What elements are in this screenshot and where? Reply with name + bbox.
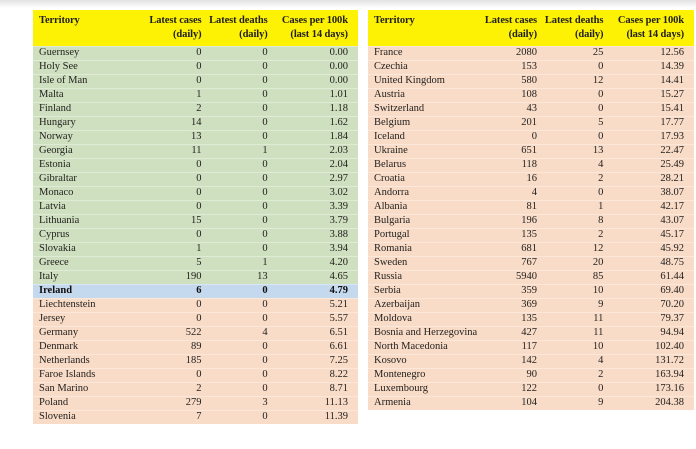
territory-cell: San Marino — [39, 383, 89, 394]
table-row — [33, 60, 358, 74]
deaths-cell: 0 — [262, 187, 268, 198]
per100k-cell: 102.40 — [655, 341, 684, 352]
per100k-cell: 25.49 — [660, 159, 684, 170]
cases-cell: 122 — [521, 383, 538, 394]
deaths-cell: 13 — [257, 271, 268, 282]
table-row — [33, 144, 358, 158]
table-row — [368, 354, 694, 368]
per100k-cell: 45.92 — [660, 243, 684, 254]
cases-cell: 681 — [521, 243, 538, 254]
table-row — [368, 242, 694, 256]
deaths-cell: 13 — [592, 145, 604, 156]
table-row — [368, 158, 694, 172]
cases-cell: 14 — [191, 117, 202, 128]
table-row — [368, 102, 694, 116]
per100k-cell: 1.84 — [329, 131, 348, 142]
cases-cell: 427 — [521, 327, 538, 338]
territory-cell: Italy — [39, 271, 59, 282]
cases-cell: 117 — [521, 341, 538, 352]
table-rows — [368, 46, 694, 410]
cases-cell: 0 — [196, 75, 202, 86]
per100k-cell: 70.20 — [660, 299, 684, 310]
table-row — [368, 88, 694, 102]
per100k-cell: 15.41 — [660, 103, 684, 114]
table-row — [368, 382, 694, 396]
per100k-cell: 2.04 — [329, 159, 348, 170]
territory-cell: Montenegro — [374, 369, 426, 380]
table-rows — [33, 46, 358, 424]
territory-cell: Monaco — [39, 187, 74, 198]
territory-cell: Malta — [39, 89, 64, 100]
per100k-cell: 3.94 — [329, 243, 348, 254]
territory-cell: Estonia — [39, 159, 71, 170]
cases-cell: 142 — [521, 355, 538, 366]
cases-cell: 2080 — [516, 47, 538, 58]
territory-cell: Finland — [39, 103, 72, 114]
col-header-cases-per-100k — [603, 14, 684, 42]
table-row — [368, 46, 694, 60]
table-row — [368, 256, 694, 270]
deaths-cell: 0 — [262, 411, 268, 422]
cases-cell: 153 — [521, 61, 538, 72]
deaths-cell: 85 — [592, 271, 604, 282]
territory-cell: Bulgaria — [374, 215, 411, 226]
per100k-cell: 12.56 — [660, 47, 684, 58]
deaths-cell: 3 — [262, 397, 268, 408]
col-header-latest-deaths-line1: Latest deaths — [544, 15, 604, 26]
col-header-latest-cases — [105, 14, 201, 42]
per100k-cell: 14.41 — [660, 75, 684, 86]
table-row — [368, 144, 694, 158]
territory-cell: Slovenia — [39, 411, 76, 422]
table-row — [33, 298, 358, 312]
deaths-cell: 0 — [598, 187, 604, 198]
deaths-cell: 2 — [598, 369, 604, 380]
cases-cell: 16 — [526, 173, 538, 184]
territory-cell: North Macedonia — [374, 341, 448, 352]
per100k-cell: 4.20 — [329, 257, 348, 268]
per100k-cell: 2.97 — [329, 173, 348, 184]
territory-cell: Guernsey — [39, 47, 80, 58]
table-row — [368, 116, 694, 130]
cases-cell: 190 — [185, 271, 202, 282]
col-header-cases-per-100k — [268, 14, 348, 42]
table-row — [33, 256, 358, 270]
per100k-cell: 15.27 — [660, 89, 684, 100]
cases-cell: 522 — [185, 327, 202, 338]
col-header-latest-deaths — [537, 14, 603, 42]
deaths-cell: 0 — [262, 201, 268, 212]
deaths-cell: 9 — [598, 397, 604, 408]
col-header-cases-per-100k-line1: Cases per 100k — [617, 15, 684, 26]
col-header-territory-line1: Territory — [39, 15, 80, 26]
table-row — [33, 242, 358, 256]
deaths-cell: 25 — [592, 47, 604, 58]
territory-cell: Ireland — [39, 285, 73, 296]
territory-cell: Sweden — [374, 257, 408, 268]
per100k-cell: 3.79 — [329, 215, 348, 226]
territory-cell: Lithuania — [39, 215, 80, 226]
per100k-cell: 4.79 — [329, 285, 348, 296]
cases-cell: 4 — [531, 187, 538, 198]
per100k-cell: 3.02 — [329, 187, 348, 198]
deaths-cell: 0 — [262, 369, 268, 380]
table-row — [368, 326, 694, 340]
col-header-cases-per-100k-line2: (last 14 days) — [626, 29, 684, 40]
per100k-cell: 94.94 — [660, 327, 684, 338]
table-row — [33, 368, 358, 382]
territory-cell: Georgia — [39, 145, 73, 156]
cases-cell: 5940 — [516, 271, 538, 282]
cases-cell: 0 — [196, 229, 202, 240]
per100k-cell: 3.39 — [329, 201, 348, 212]
table-row — [33, 116, 358, 130]
deaths-cell: 0 — [598, 383, 604, 394]
per100k-cell: 1.01 — [329, 89, 348, 100]
table-high-incidence — [368, 10, 694, 410]
territory-cell: Switzerland — [374, 103, 425, 114]
cases-cell: 89 — [191, 341, 202, 352]
deaths-cell: 2 — [598, 229, 604, 240]
deaths-cell: 0 — [598, 89, 604, 100]
deaths-cell: 10 — [592, 285, 604, 296]
table-row — [368, 200, 694, 214]
col-header-latest-deaths-line2: (daily) — [239, 29, 268, 40]
deaths-cell: 0 — [262, 341, 268, 352]
table-row — [368, 340, 694, 354]
deaths-cell: 0 — [262, 285, 268, 296]
territory-cell: Jersey — [39, 313, 66, 324]
per100k-cell: 3.88 — [329, 229, 348, 240]
table-row — [33, 396, 358, 410]
territory-cell: Poland — [39, 397, 69, 408]
deaths-cell: 0 — [262, 117, 268, 128]
deaths-cell: 4 — [262, 327, 268, 338]
territory-cell: Austria — [374, 89, 405, 100]
per100k-cell: 11.39 — [324, 411, 348, 422]
cases-cell: 43 — [526, 103, 538, 114]
col-header-cases-per-100k-line2: (last 14 days) — [290, 29, 348, 40]
per100k-cell: 8.22 — [329, 369, 348, 380]
cases-cell: 0 — [196, 159, 202, 170]
territory-cell: Netherlands — [39, 355, 90, 366]
per100k-cell: 5.21 — [329, 299, 348, 310]
deaths-cell: 0 — [262, 383, 268, 394]
deaths-cell: 10 — [592, 341, 604, 352]
deaths-cell: 2 — [598, 173, 604, 184]
cases-cell: 0 — [196, 187, 202, 198]
table-row — [33, 172, 358, 186]
per100k-cell: 0.00 — [329, 47, 348, 58]
cases-cell: 118 — [521, 159, 538, 170]
table-row — [368, 130, 694, 144]
deaths-cell: 1 — [598, 201, 604, 212]
table-row — [368, 214, 694, 228]
deaths-cell: 12 — [592, 75, 604, 86]
territory-cell: Faroe Islands — [39, 369, 96, 380]
col-header-latest-cases-line1: Latest cases — [149, 15, 202, 26]
per100k-cell: 45.17 — [660, 229, 684, 240]
table-row — [33, 410, 358, 424]
per100k-cell: 17.93 — [660, 131, 684, 142]
deaths-cell: 0 — [262, 131, 268, 142]
cases-cell: 90 — [526, 369, 538, 380]
cases-cell: 6 — [196, 285, 202, 296]
cases-cell: 279 — [185, 397, 202, 408]
per100k-cell: 6.61 — [329, 341, 348, 352]
per100k-cell: 79.37 — [660, 313, 684, 324]
table-row — [368, 368, 694, 382]
territory-cell: Serbia — [374, 285, 401, 296]
cases-cell: 104 — [521, 397, 538, 408]
territory-cell: Belarus — [374, 159, 407, 170]
per100k-cell: 42.17 — [660, 201, 684, 212]
territory-cell: Russia — [374, 271, 403, 282]
table-row — [368, 270, 694, 284]
table-row — [368, 298, 694, 312]
territory-cell: Denmark — [39, 341, 79, 352]
territory-cell: Greece — [39, 257, 69, 268]
cases-cell: 2 — [196, 383, 202, 394]
cases-cell: 5 — [196, 257, 202, 268]
per100k-cell: 1.62 — [329, 117, 348, 128]
per100k-cell: 17.77 — [660, 117, 684, 128]
per100k-cell: 14.39 — [660, 61, 684, 72]
per100k-cell: 163.94 — [655, 369, 684, 380]
territory-cell: Germany — [39, 327, 79, 338]
territory-cell: Croatia — [374, 173, 405, 184]
deaths-cell: 5 — [598, 117, 604, 128]
deaths-cell: 0 — [262, 89, 268, 100]
deaths-cell: 0 — [262, 355, 268, 366]
territory-cell: Slovakia — [39, 243, 76, 254]
per100k-cell: 1.18 — [329, 103, 348, 114]
deaths-cell: 0 — [262, 243, 268, 254]
col-header-latest-deaths-line2: (daily) — [574, 29, 604, 40]
deaths-cell: 0 — [262, 47, 268, 58]
table-row — [33, 382, 358, 396]
cases-cell: 2 — [196, 103, 202, 114]
cases-cell: 196 — [521, 215, 538, 226]
per100k-cell: 204.38 — [655, 397, 684, 408]
table-row — [33, 74, 358, 88]
table-header — [368, 10, 694, 46]
deaths-cell: 0 — [598, 61, 604, 72]
table-row — [368, 60, 694, 74]
per100k-cell: 7.25 — [329, 355, 348, 366]
table-row — [33, 46, 358, 60]
cases-cell: 0 — [196, 299, 202, 310]
cases-cell: 0 — [196, 201, 202, 212]
table-row — [33, 326, 358, 340]
per100k-cell: 22.47 — [660, 145, 684, 156]
territory-cell: Bosnia and Herzegovina — [374, 327, 478, 338]
territory-cell: Portugal — [374, 229, 410, 240]
per100k-cell: 5.57 — [329, 313, 348, 324]
territory-cell: Gibraltar — [39, 173, 77, 184]
territory-cell: Kosovo — [374, 355, 407, 366]
deaths-cell: 0 — [262, 215, 268, 226]
table-row — [368, 228, 694, 242]
territory-cell: Luxembourg — [374, 383, 429, 394]
deaths-cell: 0 — [262, 173, 268, 184]
deaths-cell: 0 — [598, 131, 604, 142]
cases-cell: 0 — [196, 173, 202, 184]
territory-cell: Romania — [374, 243, 412, 254]
table-row — [33, 228, 358, 242]
table-row — [33, 270, 358, 284]
deaths-cell: 20 — [592, 257, 604, 268]
photo-top-shade — [0, 0, 696, 8]
table-row — [33, 340, 358, 354]
deaths-cell: 11 — [593, 313, 604, 324]
per100k-cell: 69.40 — [660, 285, 684, 296]
cases-cell: 0 — [196, 369, 202, 380]
col-header-territory — [368, 14, 441, 42]
deaths-cell: 0 — [262, 103, 268, 114]
cases-cell: 0 — [196, 313, 202, 324]
deaths-cell: 11 — [593, 327, 604, 338]
territory-cell: United Kingdom — [374, 75, 445, 86]
territory-cell: Isle of Man — [39, 75, 88, 86]
deaths-cell: 0 — [262, 229, 268, 240]
territory-cell: Holy See — [39, 61, 78, 72]
territory-cell: Ukraine — [374, 145, 408, 156]
territory-cell: Latvia — [39, 201, 66, 212]
table-row — [33, 312, 358, 326]
table-low-incidence — [33, 10, 358, 424]
table-row — [33, 354, 358, 368]
per100k-cell: 2.03 — [329, 145, 348, 156]
col-header-latest-cases-line2: (daily) — [173, 29, 202, 40]
table-row — [33, 130, 358, 144]
table-row — [33, 186, 358, 200]
table-row — [368, 284, 694, 298]
table-row — [33, 284, 358, 298]
territory-cell: Andorra — [374, 187, 409, 198]
territory-cell: Iceland — [374, 131, 405, 142]
per100k-cell: 61.44 — [660, 271, 684, 282]
deaths-cell: 9 — [598, 299, 604, 310]
col-header-latest-cases-line2: (daily) — [508, 29, 538, 40]
table-row — [33, 102, 358, 116]
table-row — [33, 88, 358, 102]
table-row — [368, 172, 694, 186]
table-row — [368, 186, 694, 200]
table-row — [33, 200, 358, 214]
table-row — [368, 74, 694, 88]
territory-cell: Albania — [374, 201, 408, 212]
cases-cell: 0 — [196, 47, 202, 58]
col-header-latest-cases-line1: Latest cases — [484, 15, 538, 26]
deaths-cell: 4 — [598, 159, 604, 170]
cases-cell: 369 — [521, 299, 538, 310]
per100k-cell: 11.13 — [324, 397, 348, 408]
per100k-cell: 48.75 — [660, 257, 684, 268]
cases-cell: 81 — [526, 201, 538, 212]
col-header-latest-deaths — [202, 14, 268, 42]
col-header-latest-deaths-line1: Latest deaths — [209, 15, 268, 26]
territory-cell: Armenia — [374, 397, 411, 408]
per100k-cell: 0.00 — [329, 61, 348, 72]
cases-cell: 108 — [521, 89, 538, 100]
territory-cell: Czechia — [374, 61, 408, 72]
per100k-cell: 6.51 — [329, 327, 348, 338]
deaths-cell: 0 — [262, 313, 268, 324]
per100k-cell: 43.07 — [660, 215, 684, 226]
territory-cell: Belgium — [374, 117, 411, 128]
col-header-latest-cases — [441, 14, 537, 42]
per100k-cell: 173.16 — [655, 383, 684, 394]
cases-cell: 11 — [191, 145, 202, 156]
territory-cell: France — [374, 47, 403, 58]
territory-cell: Azerbaijan — [374, 299, 421, 310]
territory-cell: Liechtenstein — [39, 299, 96, 310]
cases-cell: 15 — [191, 215, 202, 226]
deaths-cell: 0 — [262, 159, 268, 170]
cases-cell: 767 — [521, 257, 538, 268]
cases-cell: 201 — [521, 117, 538, 128]
cases-cell: 1 — [196, 89, 202, 100]
deaths-cell: 0 — [598, 103, 604, 114]
col-header-territory-line1: Territory — [374, 15, 415, 26]
cases-cell: 651 — [521, 145, 538, 156]
cases-cell: 580 — [521, 75, 538, 86]
deaths-cell: 1 — [262, 145, 268, 156]
cases-cell: 185 — [185, 355, 202, 366]
cases-cell: 135 — [521, 229, 538, 240]
deaths-cell: 0 — [262, 75, 268, 86]
col-header-territory — [33, 14, 105, 42]
col-header-cases-per-100k-line1: Cases per 100k — [281, 15, 348, 26]
deaths-cell: 1 — [262, 257, 268, 268]
cases-cell: 7 — [196, 411, 202, 422]
cases-cell: 1 — [196, 243, 202, 254]
table-row — [33, 158, 358, 172]
table-header — [33, 10, 358, 46]
deaths-cell: 0 — [262, 299, 268, 310]
table-row — [368, 312, 694, 326]
territory-cell: Moldova — [374, 313, 412, 324]
per100k-cell: 28.21 — [660, 173, 684, 184]
per100k-cell: 131.72 — [655, 355, 684, 366]
territory-cell: Cyprus — [39, 229, 70, 240]
per100k-cell: 38.07 — [660, 187, 684, 198]
deaths-cell: 4 — [598, 355, 604, 366]
cases-cell: 0 — [531, 131, 538, 142]
cases-cell: 359 — [521, 285, 538, 296]
cases-cell: 135 — [521, 313, 538, 324]
per100k-cell: 8.71 — [329, 383, 348, 394]
deaths-cell: 12 — [592, 243, 604, 254]
table-row — [33, 214, 358, 228]
deaths-cell: 0 — [262, 61, 268, 72]
deaths-cell: 8 — [598, 215, 604, 226]
cases-cell: 13 — [191, 131, 202, 142]
territory-cell: Norway — [39, 131, 73, 142]
per100k-cell: 4.65 — [329, 271, 348, 282]
table-row — [368, 396, 694, 410]
per100k-cell: 0.00 — [329, 75, 348, 86]
cases-cell: 0 — [196, 61, 202, 72]
territory-cell: Hungary — [39, 117, 76, 128]
